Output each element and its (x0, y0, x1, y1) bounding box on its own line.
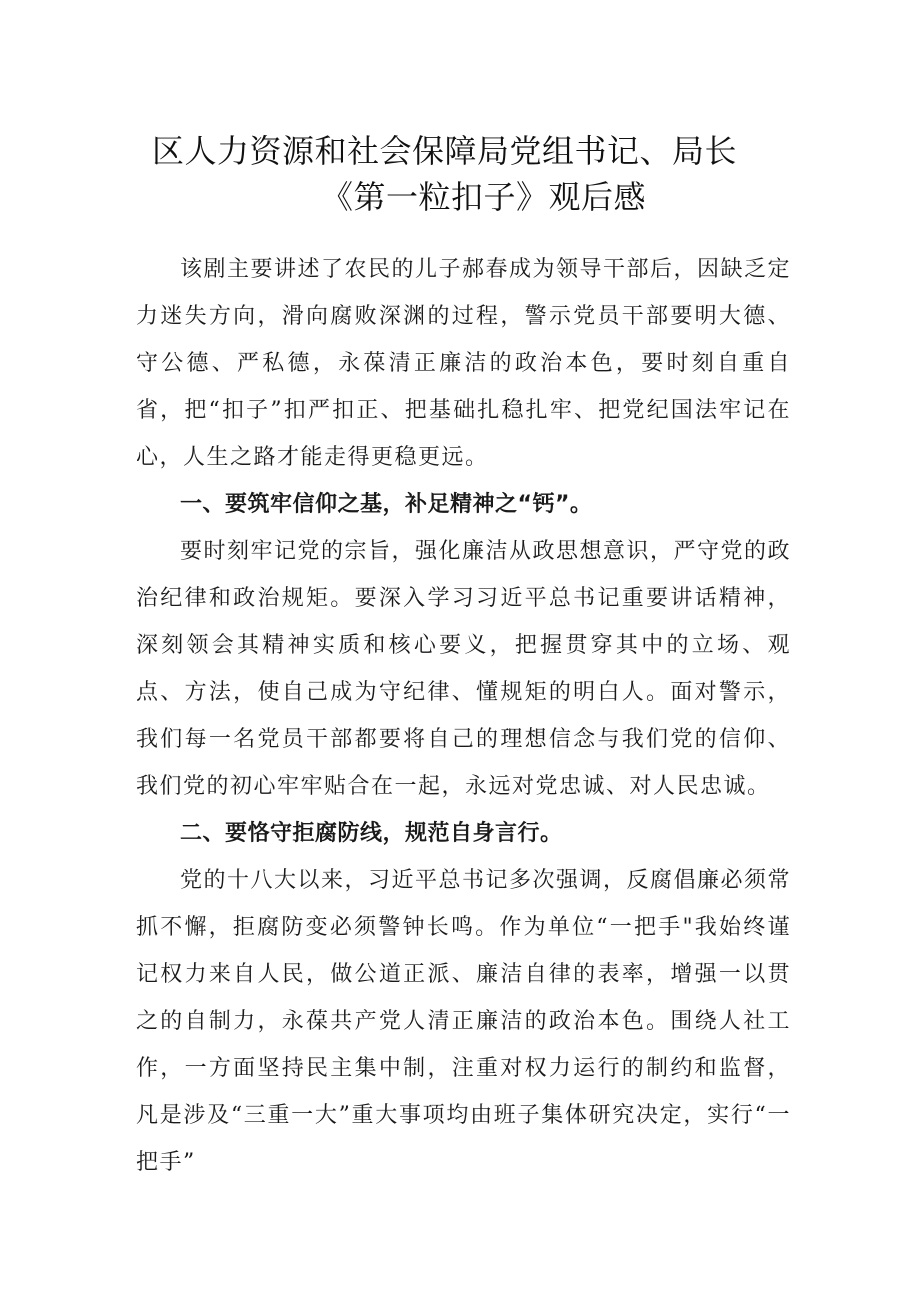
document-title-line-1: 区人力资源和社会保障局党组书记、局长 (152, 132, 738, 170)
document-title-line-2: 《第一粒扣子》观后感 (321, 178, 647, 216)
section-heading-1: 一、要筑牢信仰之基，补足精神之“钙”。 (180, 492, 593, 517)
intro-paragraph: 该剧主要讲述了农民的儿子郝春成为领导干部后，因缺乏定力迷失方向，滑向腐败深渊的过程，警示党员干部要明大德、守公德、严私德，永葆清正廉洁的政治本色，要时刻自重自省，把“扣子”扣严扣正、把基础扎稳扎牢、把党纪国法牢记在心，人生之路才能走得更稳更远。 (136, 257, 792, 470)
section-1-paragraph: 要时刻牢记党的宗旨，强化廉洁从政思想意识，严守党的政治纪律和政治规矩。要深入学习习近平总书记重要讲话精神，深刻领会其精神实质和核心要义，把握贯穿其中的立场、观点、方法，使自己成为守纪律、懂规矩的明白人。面对警示，我们每一名党员干部都要将自己的理想信念与我们党的信仰、我们党的初心牢牢贴合在一起，永远对党忠诚、对人民忠诚。 (136, 539, 792, 799)
section-2-paragraph: 党的十八大以来，习近平总书记多次强调，反腐倡廉必须常抓不懈，拒腐防变必须警钟长鸣。作为单位“一把手"我始终谨记权力来自人民，做公道正派、廉洁自律的表率，增强一以贯之的自制力，永葆共产党人清正廉洁的政治本色。围绕人社工作，一方面坚持民主集中制，注重对权力运行的制约和监督，凡是涉及“三重一大”重大事项均由班子集体研究决定，实行“一把手” (136, 868, 792, 1175)
document-body (136, 246, 791, 1186)
section-heading-2: 二、要恪守拒腐防线，规范自身言行。 (180, 821, 563, 846)
